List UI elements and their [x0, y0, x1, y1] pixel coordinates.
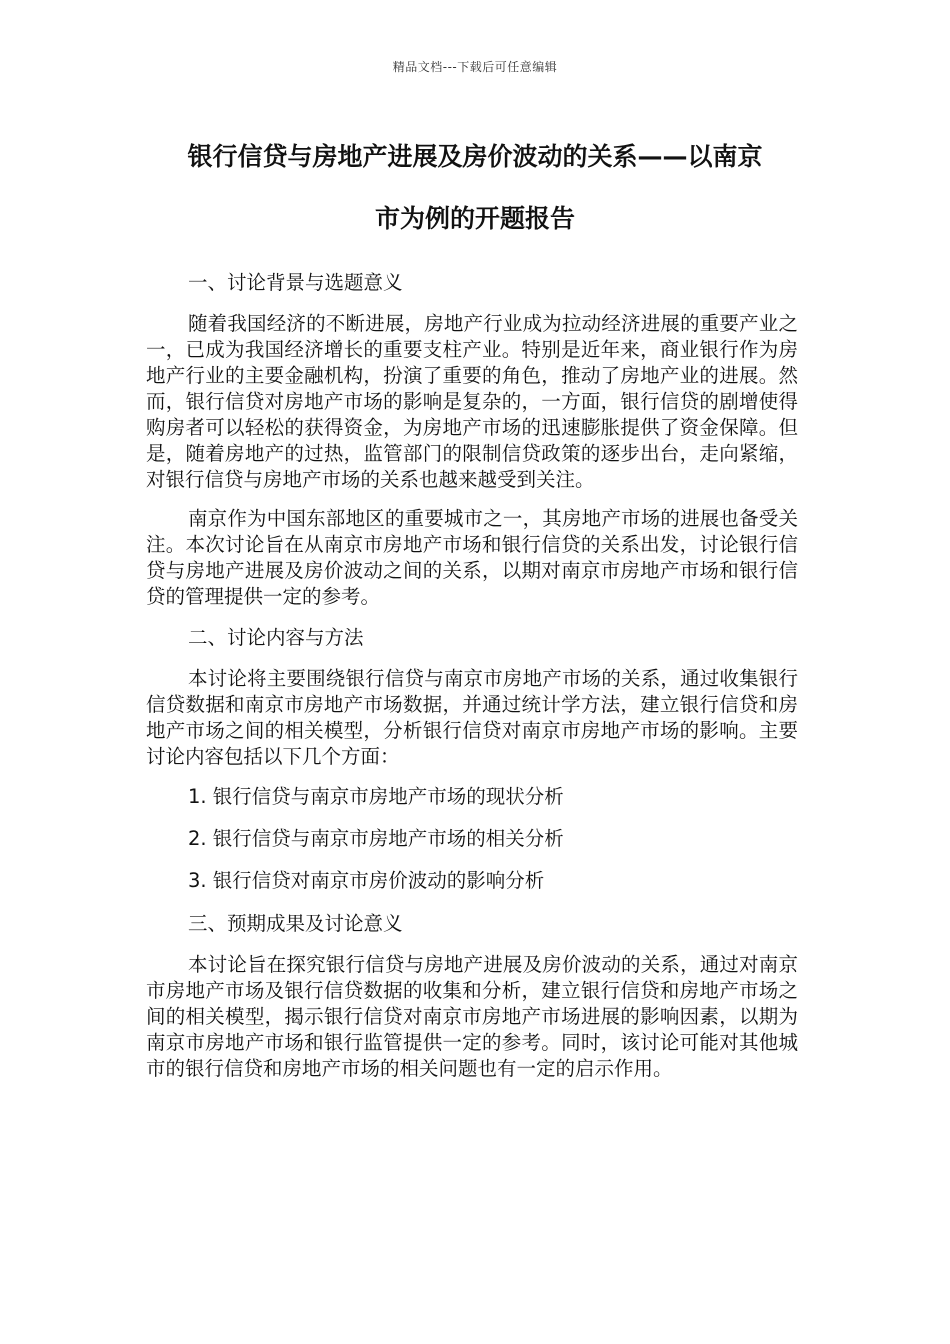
title-line-1: 银行信贷与房地产进展及房价波动的关系——以南京 [187, 142, 763, 171]
paragraph-content-method: 本讨论将主要围绕银行信贷与南京市房地产市场的关系，通过收集银行信贷数据和南京市房地产市场数据，并通过统计学方法，建立银行信贷和房地产市场之间的相关模型，分析银行信贷对南京市房地产市场的影响。主要讨论内容包括以下几个方面： [146, 667, 798, 768]
list-item-1: 1. 银行信贷与南京市房地产市场的现状分析 [188, 785, 564, 808]
title-line-2: 市为例的开题报告 [374, 204, 575, 233]
document-title [120, 126, 830, 250]
document-body [146, 268, 798, 1095]
section-heading-content-method: 二、讨论内容与方法 [188, 626, 364, 649]
list-item-3: 3. 银行信贷对南京市房价波动的影响分析 [188, 869, 545, 892]
paragraph-background-2: 南京作为中国东部地区的重要城市之一，其房地产市场的进展也备受关注。本次讨论旨在从南京市房地产市场和银行信贷的关系出发，讨论银行信贷与房地产进展及房价波动之间的关系，以期对南京市房地产市场和银行信贷的管理提供一定的参考。 [146, 507, 798, 608]
section-heading-expected-results: 三、预期成果及讨论意义 [188, 912, 403, 935]
paragraph-expected-results: 本讨论旨在探究银行信贷与房地产进展及房价波动的关系，通过对南京市房地产市场及银行信贷数据的收集和分析，建立银行信贷和房地产市场之间的相关模型，揭示银行信贷对南京市房地产市场进展的影响因素，以期为南京市房地产市场和银行监管提供一定的参考。同时，该讨论可能对其他城市的银行信贷和房地产市场的相关问题也有一定的启示作用。 [146, 953, 798, 1080]
list-item-2: 2. 银行信贷与南京市房地产市场的相关分析 [188, 827, 564, 850]
paragraph-background-1: 随着我国经济的不断进展，房地产行业成为拉动经济进展的重要产业之一，已成为我国经济增长的重要支柱产业。特别是近年来，商业银行作为房地产行业的主要金融机构，扮演了重要的角色，推动了房地产业的进展。然而，银行信贷对房地产市场的影响是复杂的，一方面，银行信贷的剧增使得购房者可以轻松的获得资金，为房地产市场的迅速膨胀提供了资金保障。但是，随着房地产的过热，监管部门的限制信贷政策的逐步出台，走向紧缩，对银行信贷与房地产市场的关系也越来越受到关注。 [146, 312, 798, 491]
section-heading-background: 一、讨论背景与选题意义 [188, 271, 403, 294]
page-header: 精品文档---下载后可任意编辑 [392, 60, 558, 74]
